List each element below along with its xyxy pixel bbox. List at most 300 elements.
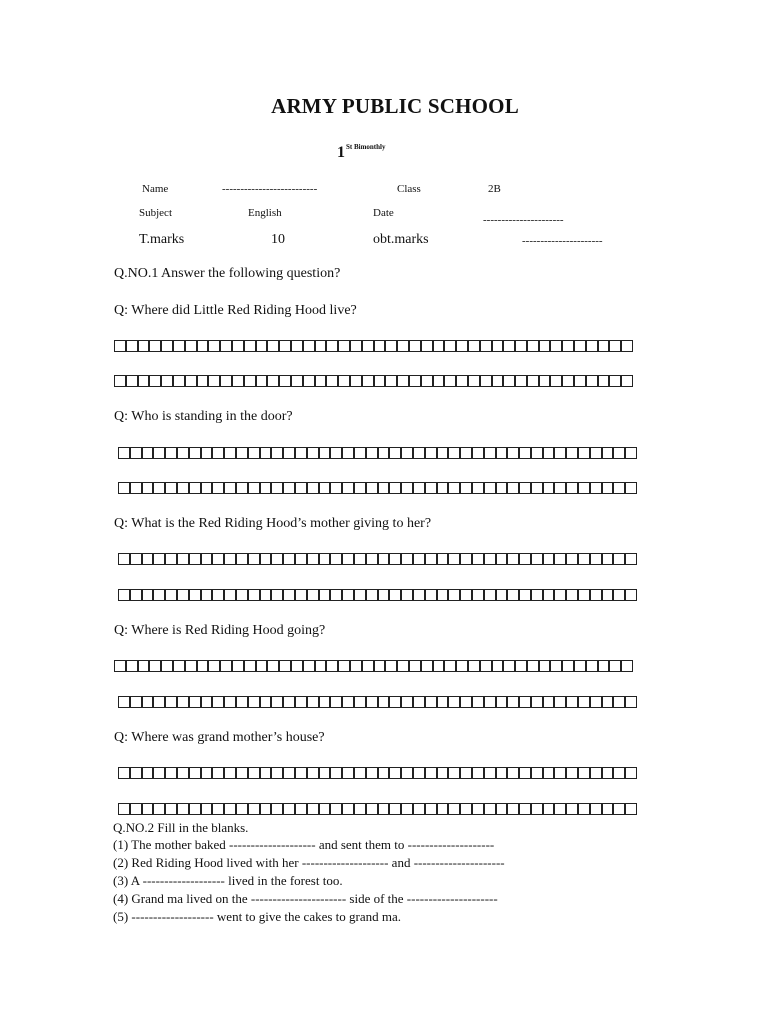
answer-box bbox=[224, 589, 236, 601]
answer-box bbox=[550, 660, 562, 672]
answer-box bbox=[472, 767, 484, 779]
answer-box bbox=[307, 696, 319, 708]
answer-box bbox=[307, 803, 319, 815]
answer-box bbox=[283, 767, 295, 779]
answer-box bbox=[613, 447, 625, 459]
answer-box bbox=[609, 375, 621, 387]
answer-box bbox=[613, 553, 625, 565]
answer-box bbox=[201, 482, 213, 494]
section1-heading: Q.NO.1 Answer the following question? bbox=[114, 266, 341, 281]
answer-box bbox=[527, 660, 539, 672]
answer-box bbox=[472, 589, 484, 601]
answer-box bbox=[484, 482, 496, 494]
answer-box bbox=[374, 375, 386, 387]
answer-box bbox=[307, 589, 319, 601]
answer-box bbox=[492, 375, 504, 387]
answer-box bbox=[118, 553, 130, 565]
answer-box bbox=[342, 767, 354, 779]
answer-box bbox=[362, 660, 374, 672]
answer-box bbox=[366, 482, 378, 494]
answer-box bbox=[602, 767, 614, 779]
answer-box bbox=[126, 375, 138, 387]
answer-box bbox=[142, 589, 154, 601]
answer-box bbox=[566, 553, 578, 565]
answer-box bbox=[539, 340, 551, 352]
answer-box bbox=[236, 589, 248, 601]
answer-box bbox=[543, 803, 555, 815]
answer-box bbox=[425, 696, 437, 708]
answer-box bbox=[590, 803, 602, 815]
answer-box bbox=[283, 696, 295, 708]
answer-box bbox=[507, 482, 519, 494]
answer-boxes bbox=[118, 694, 637, 712]
answer-box bbox=[197, 660, 209, 672]
answer-box bbox=[153, 767, 165, 779]
answer-box bbox=[362, 340, 374, 352]
answer-box bbox=[554, 482, 566, 494]
answer-box bbox=[437, 767, 449, 779]
answer-box bbox=[598, 340, 610, 352]
answer-box bbox=[437, 803, 449, 815]
answer-box bbox=[484, 589, 496, 601]
answer-box bbox=[248, 447, 260, 459]
answer-box bbox=[397, 375, 409, 387]
answer-box bbox=[613, 803, 625, 815]
answer-box bbox=[291, 340, 303, 352]
question-4: Q: Where is Red Riding Hood going? bbox=[114, 623, 326, 638]
answer-box bbox=[315, 375, 327, 387]
answer-box bbox=[319, 696, 331, 708]
answer-box bbox=[578, 447, 590, 459]
answer-box bbox=[480, 340, 492, 352]
answer-box bbox=[385, 375, 397, 387]
answer-box bbox=[201, 553, 213, 565]
answer-box bbox=[201, 696, 213, 708]
answer-box bbox=[515, 340, 527, 352]
answer-box bbox=[271, 589, 283, 601]
answer-box bbox=[425, 553, 437, 565]
answer-box bbox=[480, 375, 492, 387]
answer-box bbox=[433, 660, 445, 672]
answer-box bbox=[189, 447, 201, 459]
answer-box bbox=[378, 696, 390, 708]
answer-box bbox=[472, 447, 484, 459]
answer-box bbox=[342, 553, 354, 565]
answer-box bbox=[602, 803, 614, 815]
answer-box bbox=[448, 589, 460, 601]
answer-box bbox=[212, 803, 224, 815]
answer-box bbox=[138, 375, 150, 387]
answer-box bbox=[161, 660, 173, 672]
answer-box bbox=[224, 553, 236, 565]
answer-box bbox=[437, 553, 449, 565]
answer-box bbox=[389, 767, 401, 779]
answer-box bbox=[130, 482, 142, 494]
answer-box bbox=[212, 696, 224, 708]
answer-box bbox=[177, 482, 189, 494]
answer-box bbox=[374, 340, 386, 352]
answer-box bbox=[515, 375, 527, 387]
answer-box bbox=[330, 696, 342, 708]
answer-box bbox=[574, 660, 586, 672]
answer-box bbox=[224, 482, 236, 494]
answer-box bbox=[484, 767, 496, 779]
answer-box bbox=[220, 340, 232, 352]
answer-box bbox=[413, 482, 425, 494]
answer-box bbox=[413, 589, 425, 601]
subject-label: Subject bbox=[139, 207, 172, 219]
answer-box bbox=[496, 589, 508, 601]
answer-box bbox=[197, 340, 209, 352]
answer-box bbox=[389, 447, 401, 459]
answer-box bbox=[444, 660, 456, 672]
answer-box bbox=[562, 375, 574, 387]
answer-box bbox=[448, 482, 460, 494]
answer-box bbox=[201, 803, 213, 815]
answer-box bbox=[236, 447, 248, 459]
answer-box bbox=[114, 660, 126, 672]
question-3: Q: What is the Red Riding Hood’s mother giving to her? bbox=[114, 516, 432, 531]
answer-box bbox=[468, 375, 480, 387]
answer-box bbox=[562, 340, 574, 352]
answer-box bbox=[401, 447, 413, 459]
answer-box bbox=[338, 375, 350, 387]
answer-box bbox=[389, 589, 401, 601]
answer-box bbox=[114, 375, 126, 387]
answer-box bbox=[201, 447, 213, 459]
answer-box bbox=[165, 447, 177, 459]
answer-box bbox=[554, 696, 566, 708]
answer-box bbox=[130, 589, 142, 601]
answer-box bbox=[142, 696, 154, 708]
answer-box bbox=[118, 482, 130, 494]
answer-box bbox=[460, 589, 472, 601]
answer-box bbox=[153, 447, 165, 459]
answer-box bbox=[260, 803, 272, 815]
answer-box bbox=[153, 553, 165, 565]
answer-box bbox=[625, 803, 637, 815]
answer-box bbox=[220, 375, 232, 387]
answer-box bbox=[590, 767, 602, 779]
answer-box bbox=[118, 589, 130, 601]
answer-box bbox=[378, 589, 390, 601]
answer-box bbox=[330, 482, 342, 494]
date-label: Date bbox=[373, 207, 394, 219]
answer-box bbox=[279, 375, 291, 387]
answer-box bbox=[173, 340, 185, 352]
answer-box bbox=[554, 447, 566, 459]
answer-box bbox=[236, 553, 248, 565]
answer-box bbox=[448, 447, 460, 459]
answer-box bbox=[625, 447, 637, 459]
answer-box bbox=[621, 660, 633, 672]
answer-box bbox=[212, 553, 224, 565]
answer-box bbox=[496, 447, 508, 459]
answer-box bbox=[149, 340, 161, 352]
answer-box bbox=[425, 482, 437, 494]
answer-box bbox=[519, 696, 531, 708]
answer-box bbox=[468, 660, 480, 672]
answer-box bbox=[256, 375, 268, 387]
answer-box bbox=[201, 589, 213, 601]
school-title: ARMY PUBLIC SCHOOL bbox=[271, 94, 519, 118]
answer-box bbox=[413, 767, 425, 779]
answer-box bbox=[338, 660, 350, 672]
date-blank: ---------------------- bbox=[483, 214, 564, 226]
answer-box bbox=[232, 375, 244, 387]
answer-box bbox=[177, 803, 189, 815]
answer-box bbox=[460, 696, 472, 708]
answer-box bbox=[602, 447, 614, 459]
answer-box bbox=[448, 553, 460, 565]
answer-box bbox=[503, 340, 515, 352]
answer-box bbox=[519, 482, 531, 494]
answer-box bbox=[342, 482, 354, 494]
answer-box bbox=[385, 660, 397, 672]
answer-box bbox=[256, 660, 268, 672]
answer-box bbox=[177, 447, 189, 459]
answer-box bbox=[413, 553, 425, 565]
answer-box bbox=[185, 375, 197, 387]
answer-box bbox=[319, 803, 331, 815]
answer-box bbox=[232, 340, 244, 352]
answer-box bbox=[283, 553, 295, 565]
answer-box bbox=[519, 553, 531, 565]
answer-box bbox=[496, 767, 508, 779]
answer-box bbox=[248, 767, 260, 779]
answer-box bbox=[248, 696, 260, 708]
fill-item-1: (1) The mother baked -------------------- and sent them to -------------------- bbox=[113, 837, 495, 852]
answer-box bbox=[539, 375, 551, 387]
question-5: Q: Where was grand mother’s house? bbox=[114, 730, 325, 745]
answer-box bbox=[315, 340, 327, 352]
answer-box bbox=[307, 482, 319, 494]
answer-box bbox=[295, 447, 307, 459]
answer-box bbox=[177, 553, 189, 565]
answer-box bbox=[118, 803, 130, 815]
answer-box bbox=[437, 696, 449, 708]
answer-box bbox=[248, 553, 260, 565]
answer-box bbox=[142, 767, 154, 779]
answer-box bbox=[283, 482, 295, 494]
answer-box bbox=[224, 696, 236, 708]
answer-box bbox=[330, 553, 342, 565]
answer-box bbox=[425, 589, 437, 601]
answer-box bbox=[354, 482, 366, 494]
answer-box bbox=[531, 553, 543, 565]
answer-box bbox=[519, 589, 531, 601]
answer-box bbox=[613, 589, 625, 601]
answer-box bbox=[173, 375, 185, 387]
answer-box bbox=[153, 482, 165, 494]
answer-box bbox=[566, 696, 578, 708]
answer-box bbox=[236, 696, 248, 708]
answer-box bbox=[598, 660, 610, 672]
answer-box bbox=[409, 375, 421, 387]
answer-box bbox=[153, 589, 165, 601]
answer-boxes bbox=[114, 373, 633, 391]
answer-box bbox=[342, 447, 354, 459]
answer-box bbox=[507, 589, 519, 601]
answer-box bbox=[189, 589, 201, 601]
answer-box bbox=[484, 447, 496, 459]
answer-box bbox=[503, 660, 515, 672]
answer-box bbox=[138, 340, 150, 352]
answer-box bbox=[519, 767, 531, 779]
answer-box bbox=[267, 660, 279, 672]
answer-box bbox=[448, 803, 460, 815]
answer-box bbox=[114, 340, 126, 352]
answer-box bbox=[389, 803, 401, 815]
answer-box bbox=[421, 340, 433, 352]
answer-box bbox=[566, 589, 578, 601]
answer-box bbox=[142, 803, 154, 815]
answer-box bbox=[342, 696, 354, 708]
answer-box bbox=[244, 340, 256, 352]
answer-box bbox=[295, 482, 307, 494]
answer-box bbox=[578, 482, 590, 494]
answer-box bbox=[295, 696, 307, 708]
answer-box bbox=[425, 447, 437, 459]
answer-box bbox=[260, 482, 272, 494]
answer-box bbox=[362, 375, 374, 387]
answer-box bbox=[130, 696, 142, 708]
answer-box bbox=[224, 767, 236, 779]
answer-box bbox=[472, 803, 484, 815]
answer-box bbox=[271, 447, 283, 459]
answer-box bbox=[574, 375, 586, 387]
answer-box bbox=[342, 589, 354, 601]
answer-box bbox=[161, 375, 173, 387]
answer-box bbox=[444, 375, 456, 387]
answer-box bbox=[625, 589, 637, 601]
answer-box bbox=[460, 447, 472, 459]
answer-box bbox=[401, 767, 413, 779]
answer-box bbox=[319, 447, 331, 459]
answer-box bbox=[330, 803, 342, 815]
answer-box bbox=[397, 340, 409, 352]
answer-box bbox=[236, 767, 248, 779]
answer-box bbox=[613, 482, 625, 494]
answer-box bbox=[397, 660, 409, 672]
answer-box bbox=[602, 696, 614, 708]
answer-box bbox=[456, 660, 468, 672]
answer-box bbox=[590, 482, 602, 494]
answer-box bbox=[437, 447, 449, 459]
answer-box bbox=[507, 696, 519, 708]
question-2: Q: Who is standing in the door? bbox=[114, 409, 293, 424]
answer-box bbox=[319, 482, 331, 494]
answer-box bbox=[271, 696, 283, 708]
subject-value: English bbox=[248, 207, 282, 219]
answer-box bbox=[578, 589, 590, 601]
answer-box bbox=[472, 482, 484, 494]
answer-box bbox=[507, 553, 519, 565]
answer-box bbox=[425, 803, 437, 815]
answer-box bbox=[448, 767, 460, 779]
answer-box bbox=[421, 660, 433, 672]
answer-box bbox=[566, 803, 578, 815]
fill-item-3: (3) A ------------------- lived in the forest too. bbox=[113, 873, 343, 888]
answer-box bbox=[554, 553, 566, 565]
answer-box bbox=[472, 553, 484, 565]
answer-box bbox=[165, 803, 177, 815]
answer-box bbox=[283, 447, 295, 459]
answer-box bbox=[543, 553, 555, 565]
answer-box bbox=[409, 340, 421, 352]
answer-box bbox=[260, 589, 272, 601]
answer-box bbox=[366, 696, 378, 708]
obtmarks-label: obt.marks bbox=[373, 232, 429, 247]
answer-box bbox=[496, 696, 508, 708]
answer-box bbox=[492, 340, 504, 352]
answer-box bbox=[142, 553, 154, 565]
answer-box bbox=[279, 660, 291, 672]
answer-box bbox=[350, 660, 362, 672]
answer-box bbox=[354, 553, 366, 565]
answer-box bbox=[267, 340, 279, 352]
answer-box bbox=[189, 696, 201, 708]
answer-box bbox=[319, 589, 331, 601]
answer-box bbox=[519, 803, 531, 815]
answer-box bbox=[543, 696, 555, 708]
term-heading: $1^{St Bimonthly}$ bbox=[337, 143, 386, 161]
answer-box bbox=[378, 767, 390, 779]
answer-box bbox=[165, 482, 177, 494]
answer-box bbox=[118, 696, 130, 708]
answer-box bbox=[165, 696, 177, 708]
answer-box bbox=[118, 767, 130, 779]
answer-box bbox=[562, 660, 574, 672]
answer-box bbox=[460, 767, 472, 779]
answer-boxes bbox=[118, 480, 637, 498]
answer-box bbox=[550, 375, 562, 387]
answer-box bbox=[149, 660, 161, 672]
answer-box bbox=[208, 340, 220, 352]
answer-box bbox=[543, 767, 555, 779]
answer-box bbox=[189, 803, 201, 815]
answer-box bbox=[142, 447, 154, 459]
answer-boxes bbox=[118, 551, 637, 569]
name-label: Name bbox=[142, 183, 169, 195]
obtmarks-blank: ---------------------- bbox=[522, 235, 603, 247]
answer-box bbox=[625, 553, 637, 565]
answer-box bbox=[496, 803, 508, 815]
answer-box bbox=[366, 803, 378, 815]
answer-box bbox=[437, 482, 449, 494]
answer-box bbox=[260, 447, 272, 459]
fill-item-2: (2) Red Riding Hood lived with her -------------------- and --------------------- bbox=[113, 855, 505, 870]
answer-box bbox=[625, 696, 637, 708]
answer-box bbox=[279, 340, 291, 352]
answer-box bbox=[472, 696, 484, 708]
answer-box bbox=[208, 660, 220, 672]
answer-box bbox=[554, 589, 566, 601]
answer-box bbox=[613, 767, 625, 779]
answer-box bbox=[354, 447, 366, 459]
answer-box bbox=[330, 767, 342, 779]
answer-box bbox=[283, 803, 295, 815]
answer-box bbox=[531, 696, 543, 708]
answer-box bbox=[118, 447, 130, 459]
answer-box bbox=[130, 767, 142, 779]
answer-box bbox=[342, 803, 354, 815]
answer-box bbox=[433, 340, 445, 352]
answer-box bbox=[354, 696, 366, 708]
answer-box bbox=[578, 553, 590, 565]
name-blank: -------------------------- bbox=[222, 183, 318, 195]
answer-box bbox=[350, 375, 362, 387]
